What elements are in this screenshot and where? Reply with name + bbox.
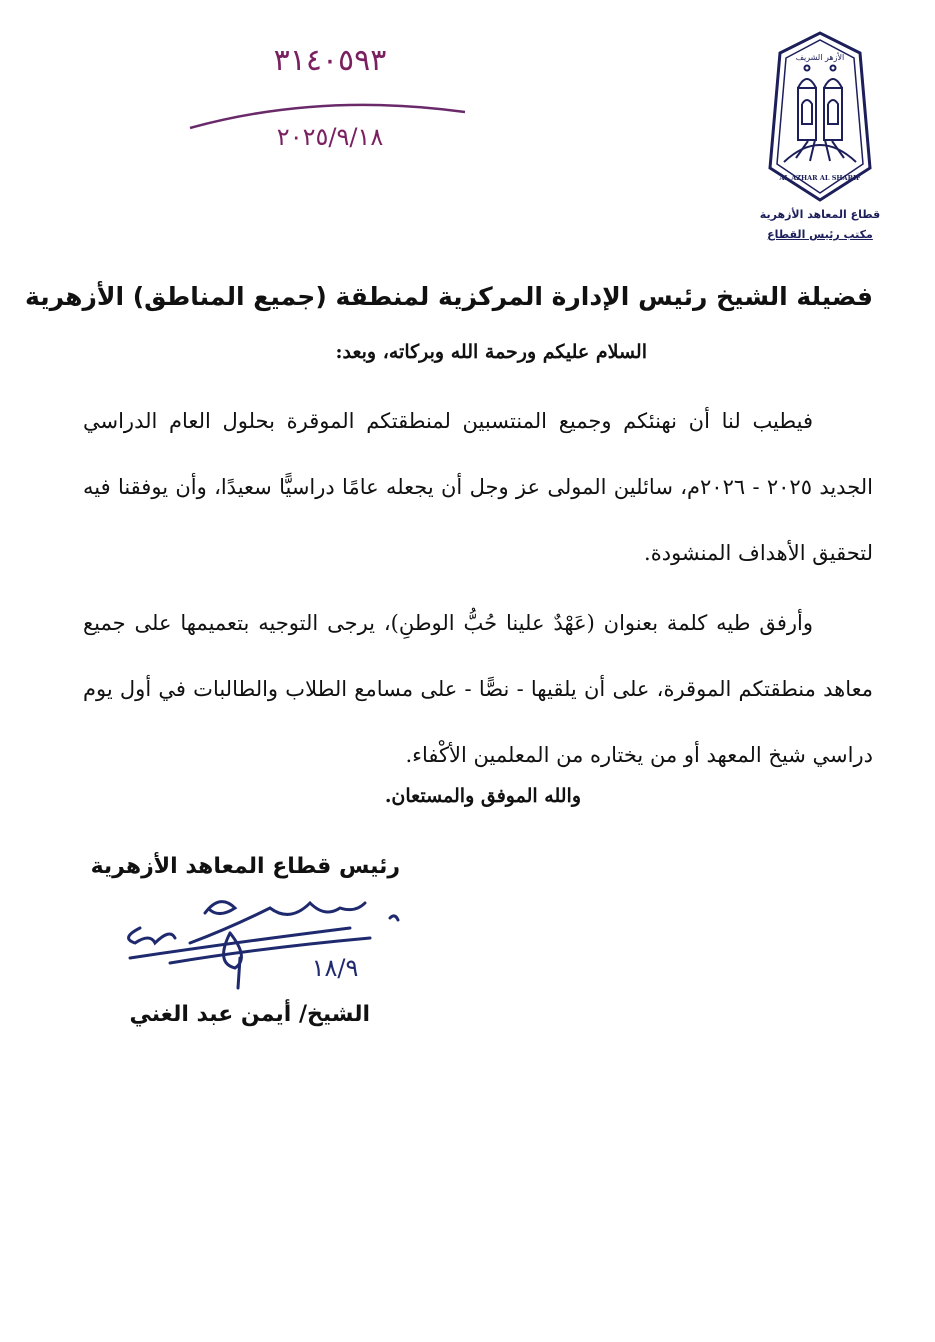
logo-caption-office: مكتب رئيس القطاع <box>767 228 873 241</box>
greeting: السلام عليكم ورحمة الله وبركاته، وبعد: <box>335 341 647 363</box>
logo-band-text: AL AZHAR AL SHARIF <box>779 174 861 182</box>
al-azhar-logo <box>760 28 880 204</box>
reference-stamp <box>180 30 480 150</box>
reference-date: ٢٠٢٥/٩/١٨ <box>276 123 384 150</box>
signatory-name: الشيخ/ أيمن عبد الغني <box>129 1002 370 1027</box>
handwritten-signature <box>110 888 410 994</box>
addressee-line: فضيلة الشيخ رئيس الإدارة المركزية لمنطقة (جميع المناطق) الأزهرية <box>25 282 873 311</box>
logo-caption-sector: قطاع المعاهد الأزهرية <box>759 208 881 221</box>
paragraph-attachment: وأرفق طيه كلمة بعنوان (عَهْدٌ علينا حُبُّ الوطنِ)، يرجى التوجيه بتعميمها على جميع معاهد منطقتكم الموقرة، على أن يلقيها - نصًّا - على مسامع الطلاب والطالبات في أول يوم دراسي شيخ المعهد أو من يختاره من المعلمين الأكْفاء. <box>83 611 873 767</box>
closing-line: والله الموفق والمستعان. <box>384 785 581 807</box>
logo-arc-text: الأزهر الشريف <box>795 53 845 62</box>
paragraph-congratulations: فيطيب لنا أن نهنئكم وجميع المنتسبين لمنطقتكم الموقرة بحلول العام الدراسي الجديد ٢٠٢٥ - ٢٠٢٦م، سائلين المولى عز وجل أن يجعله عامًا دراسيًّا سعيدًا، وأن يوفقنا فيه لتحقيق الأهداف المنشودة. <box>83 409 873 565</box>
signature-date: ١٨/٩ <box>311 954 359 982</box>
signatory-title: رئيس قطاع المعاهد الأزهرية <box>90 854 400 879</box>
reference-number: ٣١٤٠٥٩٣ <box>273 43 387 78</box>
